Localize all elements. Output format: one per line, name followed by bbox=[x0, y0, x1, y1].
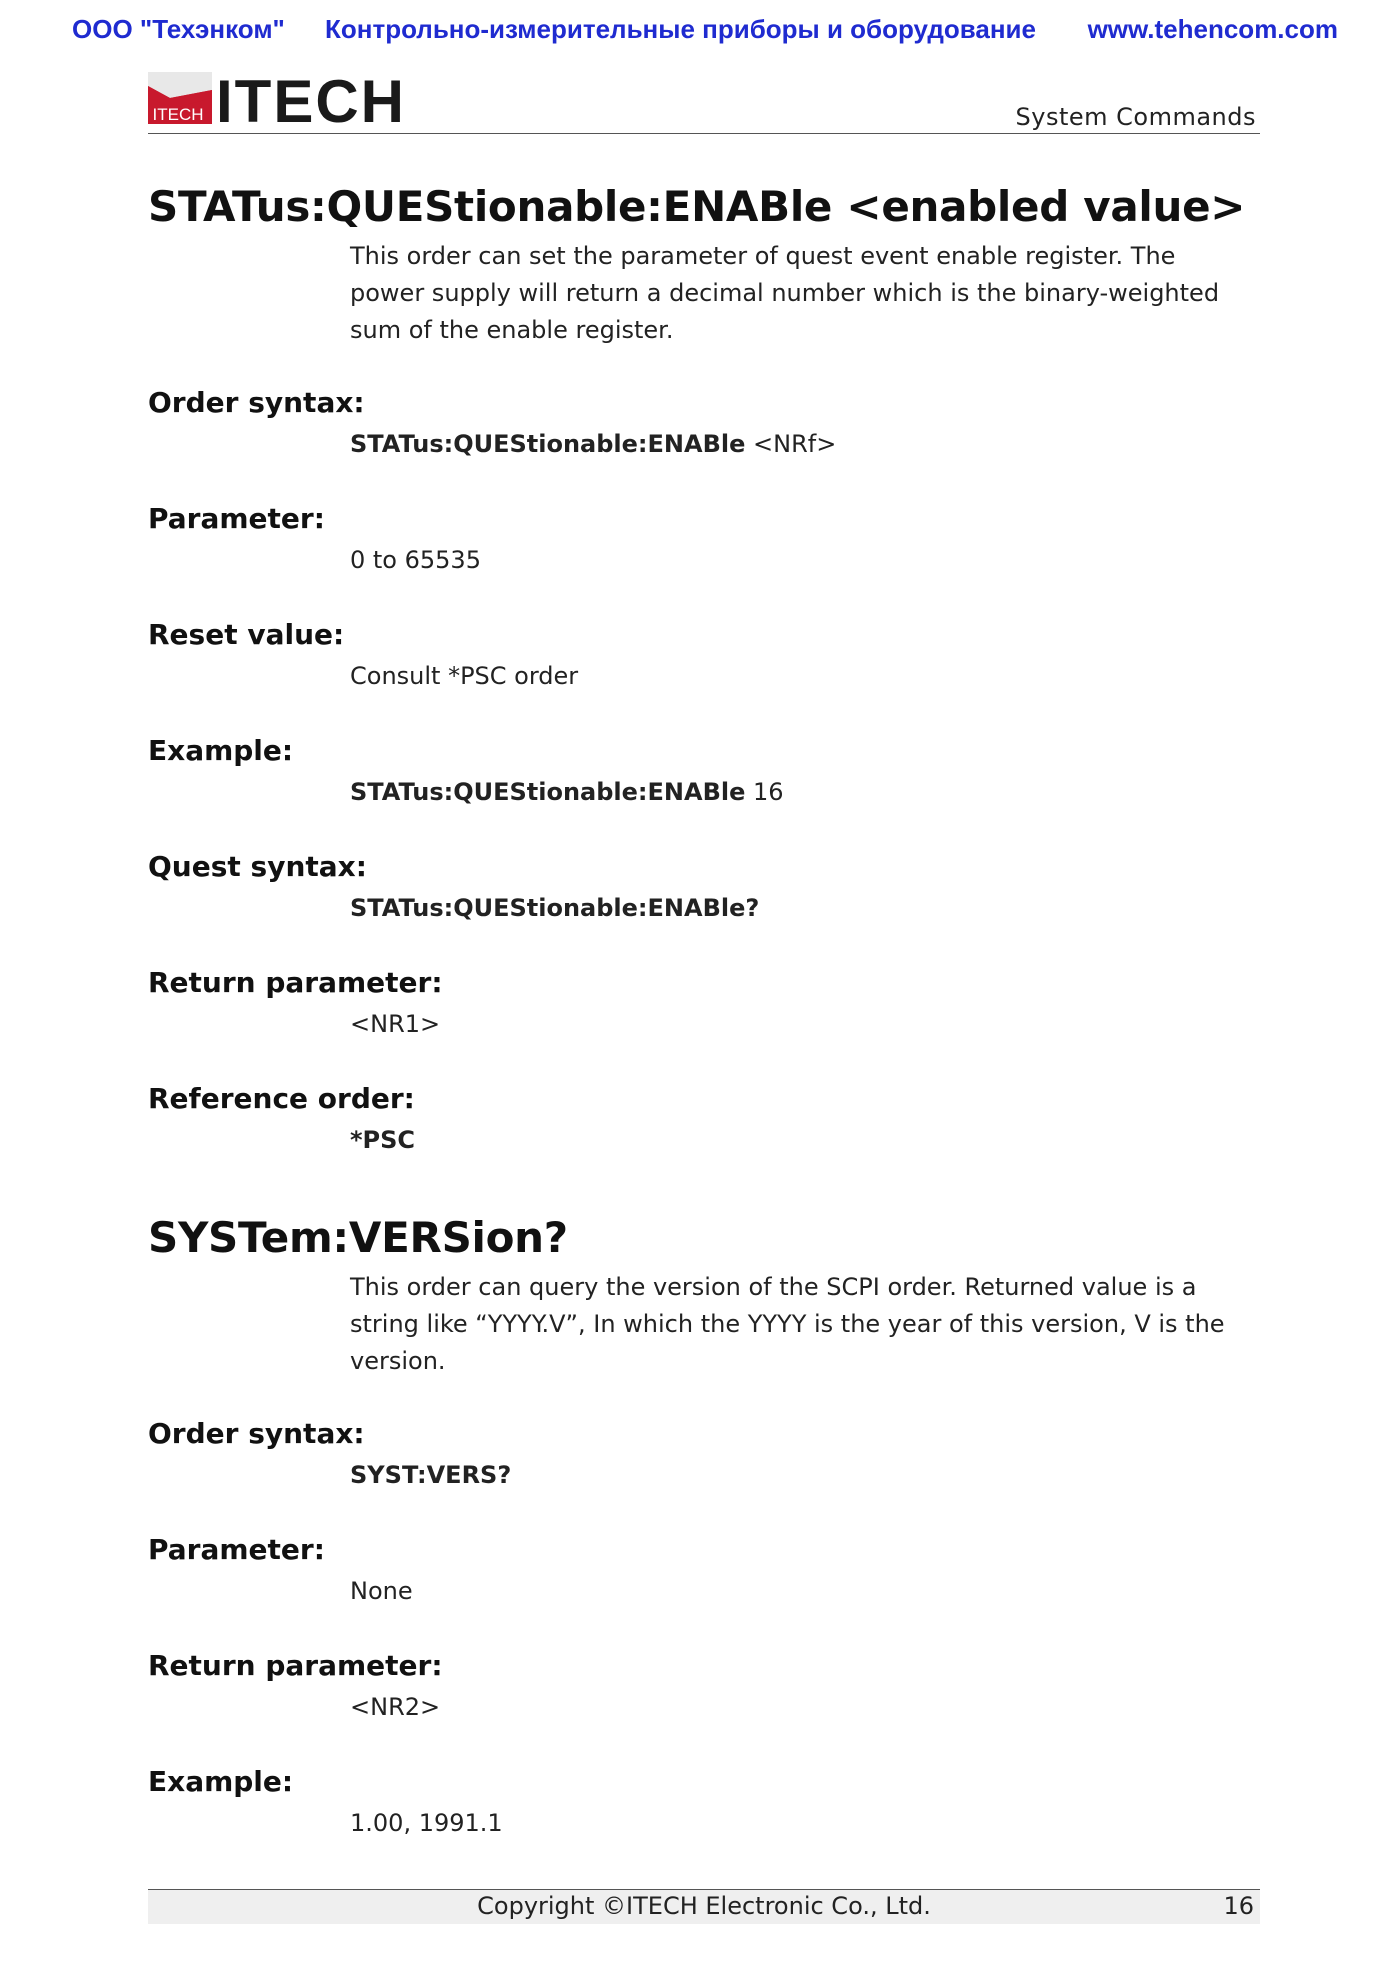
order-syntax-label: Order syntax: bbox=[148, 1417, 365, 1450]
reference-order-value-wrap bbox=[350, 1123, 1260, 1157]
parameter-value: None bbox=[350, 1577, 413, 1605]
return-parameter-value: <NR2> bbox=[350, 1693, 441, 1721]
reset-value-label: Reset value: bbox=[148, 618, 345, 651]
website-link[interactable]: www.tehencom.com bbox=[1087, 14, 1338, 44]
top-banner bbox=[72, 14, 1338, 48]
example-label: Example: bbox=[148, 1765, 294, 1798]
example-argument: 16 bbox=[745, 778, 784, 806]
quest-syntax-label: Quest syntax: bbox=[148, 850, 367, 883]
command-title: SYSTem:VERSion? bbox=[148, 1213, 568, 1262]
header-section-title: System Commands bbox=[1015, 103, 1256, 131]
logo-small-text: ITECH bbox=[152, 105, 204, 124]
order-syntax-command: STATus:QUEStionable:ENABle bbox=[350, 430, 746, 458]
order-syntax-value-wrap bbox=[350, 1458, 1260, 1492]
order-syntax-value: SYST:VERS? bbox=[350, 1461, 512, 1489]
example-value: 1.00, 1991.1 bbox=[350, 1809, 503, 1837]
example-label: Example: bbox=[148, 734, 294, 767]
quest-syntax-value: STATus:QUEStionable:ENABle? bbox=[350, 894, 760, 922]
command-description: This order can query the version of the SCPI order. Returned value is a string like “YYYY.V”, In which the YYYY is the year of this version, V is the version. bbox=[350, 1273, 1225, 1375]
return-parameter-value: <NR1> bbox=[350, 1010, 441, 1038]
reference-order-value: *PSC bbox=[350, 1126, 416, 1154]
example-value bbox=[350, 775, 1260, 809]
parameter-value: 0 to 65535 bbox=[350, 546, 481, 574]
command-section-system-version bbox=[148, 1213, 1260, 1840]
parameter-label: Parameter: bbox=[148, 502, 325, 535]
order-syntax-value bbox=[350, 427, 1260, 461]
command-title: STATus:QUEStionable:ENABle <enabled value> bbox=[148, 182, 1246, 231]
copyright-text: Copyright ©ITECH Electronic Co., Ltd. bbox=[477, 1892, 931, 1920]
logo-wordmark: ITECH bbox=[216, 68, 406, 128]
command-section-status-questionable-enable bbox=[148, 182, 1260, 1157]
order-syntax-label: Order syntax: bbox=[148, 386, 365, 419]
itech-logo bbox=[148, 68, 463, 128]
reference-order-label: Reference order: bbox=[148, 1082, 415, 1115]
page-header bbox=[148, 66, 1260, 134]
page-footer bbox=[148, 1889, 1260, 1924]
example-command: STATus:QUEStionable:ENABle bbox=[350, 778, 746, 806]
company-tagline: Контрольно-измерительные приборы и оборудование bbox=[325, 14, 1036, 44]
reset-value: Consult *PSC order bbox=[350, 662, 579, 690]
return-parameter-label: Return parameter: bbox=[148, 966, 443, 999]
company-name: ООО "Техэнком" bbox=[72, 14, 285, 44]
command-description: This order can set the parameter of quest event enable register. The power supply will return a decimal number which is the binary-weighted sum of the enable register. bbox=[350, 242, 1220, 344]
page-number: 16 bbox=[1223, 1892, 1254, 1920]
order-syntax-argument: <NRf> bbox=[745, 430, 837, 458]
return-parameter-label: Return parameter: bbox=[148, 1649, 443, 1682]
parameter-label: Parameter: bbox=[148, 1533, 325, 1566]
quest-syntax-value-wrap bbox=[350, 891, 1260, 925]
document-body bbox=[148, 182, 1260, 1840]
